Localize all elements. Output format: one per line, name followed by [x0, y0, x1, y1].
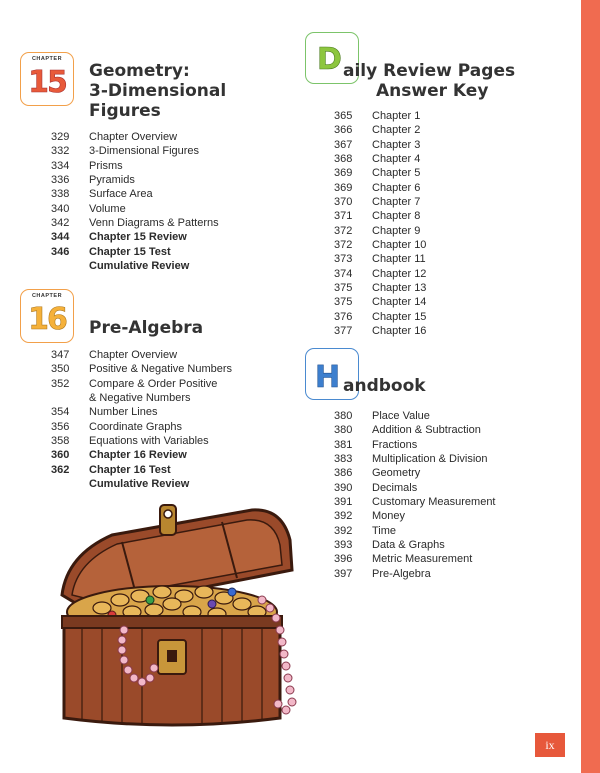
toc-entry — [334, 538, 496, 552]
chapter-16-title — [89, 318, 203, 338]
title-line: aily Review Pages — [343, 61, 516, 81]
toc-page-number: 371 — [334, 210, 353, 223]
toc-entry-title: Prisms — [89, 159, 123, 172]
title-line: Answer Key — [376, 81, 489, 101]
toc-entry — [51, 159, 219, 173]
toc-entry — [51, 173, 219, 187]
toc-entry — [334, 209, 426, 223]
toc-entry — [334, 166, 426, 180]
toc-entry-title: Chapter 16 — [372, 325, 427, 338]
toc-entry-title: Pyramids — [89, 174, 135, 187]
chapter-15-contents — [51, 130, 219, 273]
toc-entry-title: Pre-Algebra — [372, 567, 431, 580]
toc-page-number: 375 — [334, 296, 353, 309]
toc-entry-title: Equations with Variables — [89, 435, 209, 448]
toc-entry — [334, 181, 426, 195]
toc-entry — [51, 391, 232, 405]
chapter-number: 15 — [28, 65, 66, 100]
toc-page-number: 375 — [334, 282, 353, 295]
toc-page-number: 368 — [334, 153, 353, 166]
toc-entry-title: Surface Area — [89, 188, 153, 201]
toc-entry-title: Time — [372, 524, 397, 537]
toc-entry-title: Chapter 3 — [372, 138, 421, 151]
toc-entry-title: & Negative Numbers — [89, 392, 191, 405]
toc-entry-title: Geometry — [372, 467, 421, 480]
toc-entry — [334, 123, 426, 137]
title-line: 3-Dimensional — [89, 81, 227, 101]
toc-entry-title: Chapter 15 Test — [89, 245, 171, 258]
toc-entry — [51, 259, 219, 273]
daily-review-title — [343, 61, 533, 101]
toc-entry-title: Positive & Negative Numbers — [89, 363, 233, 376]
toc-page-number: 340 — [51, 202, 70, 215]
toc-entry-title: Customary Measurement — [372, 496, 496, 509]
toc-page-number: 344 — [51, 231, 70, 244]
toc-entry-title: Chapter Overview — [89, 131, 178, 143]
toc-entry-title: Chapter 4 — [372, 153, 421, 166]
toc-page-number: 377 — [334, 325, 353, 338]
toc-entry-title: Addition & Subtraction — [372, 424, 481, 437]
toc-entry-title: Chapter 16 Test — [89, 463, 171, 476]
toc-page-number: 354 — [51, 406, 70, 419]
toc-entry-title: Chapter 1 — [372, 110, 421, 122]
toc-page-number: 393 — [334, 539, 353, 552]
chapter-number: 16 — [28, 302, 66, 337]
toc-entry — [334, 310, 426, 324]
toc-page-number — [51, 477, 89, 491]
toc-entry — [334, 495, 496, 509]
toc-entry — [334, 109, 426, 123]
toc-page-number: 376 — [334, 310, 353, 323]
toc-page-number: 396 — [334, 553, 353, 566]
toc-entry — [51, 202, 219, 216]
toc-page-number: 350 — [51, 363, 70, 376]
toc-page-number: 372 — [334, 224, 353, 237]
toc-entry — [334, 423, 496, 437]
toc-page-number: 369 — [334, 167, 353, 180]
toc-page-number: 381 — [334, 438, 353, 451]
toc-entry-title: Chapter 12 — [372, 267, 427, 280]
toc-page-number: 391 — [334, 496, 353, 509]
toc-entry-title: Cumulative Review — [89, 260, 190, 273]
toc-entry — [334, 466, 496, 480]
toc-entry-title: Chapter 14 — [372, 296, 427, 309]
toc-entry — [334, 438, 496, 452]
toc-entry — [51, 448, 232, 462]
toc-page-number: 390 — [334, 481, 353, 494]
title-line: Geometry: — [89, 61, 190, 81]
toc-page-number: 342 — [51, 217, 70, 230]
toc-page-number: 392 — [334, 510, 353, 523]
toc-entry — [334, 281, 426, 295]
toc-entry — [51, 144, 219, 158]
toc-entry-title: Chapter 13 — [372, 282, 427, 295]
toc-entry — [51, 187, 219, 201]
toc-entry-title: Decimals — [372, 481, 418, 494]
toc-entry — [334, 567, 496, 581]
accent-band — [581, 0, 600, 773]
toc-entry-title: 3-Dimensional Figures — [89, 145, 200, 158]
chapter-15-badge — [20, 52, 74, 106]
toc-page-number: 336 — [51, 174, 70, 187]
toc-entry — [334, 552, 496, 566]
toc-entry — [334, 509, 496, 523]
chapter-16-contents — [51, 348, 232, 491]
handbook-title — [343, 376, 426, 396]
toc-entry — [51, 362, 232, 376]
toc-page-number: 332 — [51, 145, 70, 158]
toc-entry-title: Money — [372, 510, 406, 523]
toc-entry-title: Chapter 16 Review — [89, 449, 187, 462]
toc-page-number: 347 — [51, 349, 70, 361]
toc-entry-title: Volume — [89, 202, 126, 215]
toc-entry — [51, 130, 219, 144]
toc-entry — [334, 252, 426, 266]
chapter-label: CHAPTER — [31, 56, 63, 62]
toc-page-number — [51, 259, 89, 273]
handbook-letter: H — [315, 360, 341, 395]
toc-page-number: 372 — [334, 239, 353, 252]
title-line: Figures — [89, 101, 161, 121]
title-line: Pre-Algebra — [89, 318, 204, 338]
toc-entry — [51, 405, 232, 419]
toc-entry-title: Compare & Order Positive — [89, 377, 218, 390]
toc-page-number: 329 — [51, 131, 70, 143]
title-line: andbook — [343, 376, 426, 396]
daily-review-contents — [334, 109, 426, 339]
toc-page-number: 397 — [334, 567, 353, 580]
toc-entry-title: Chapter 2 — [372, 124, 421, 137]
toc-entry-title: Place Value — [372, 410, 430, 422]
toc-entry-title: Chapter 10 — [372, 239, 427, 252]
toc-page-number: 346 — [51, 245, 70, 258]
toc-page-number: 373 — [334, 253, 353, 266]
toc-entry-title: Chapter 9 — [372, 224, 421, 237]
toc-entry-title: Chapter 15 Review — [89, 231, 187, 244]
toc-entry — [334, 238, 426, 252]
toc-entry — [334, 195, 426, 209]
toc-entry — [51, 348, 232, 362]
handbook-contents — [334, 409, 496, 581]
toc-entry — [334, 267, 426, 281]
toc-page-number: 362 — [51, 463, 70, 476]
toc-entry — [334, 224, 426, 238]
toc-page-number: 356 — [51, 420, 70, 433]
toc-page-number: 360 — [51, 449, 70, 462]
toc-entry — [51, 216, 219, 230]
treasure-chest-illustration — [42, 500, 307, 738]
toc-entry — [334, 152, 426, 166]
toc-entry — [51, 245, 219, 259]
toc-entry-title: Chapter 6 — [372, 181, 421, 194]
toc-entry — [334, 481, 496, 495]
toc-page-number: 367 — [334, 138, 353, 151]
toc-page-number: 338 — [51, 188, 70, 201]
toc-entry — [334, 138, 426, 152]
toc-entry-title: Chapter 11 — [372, 253, 426, 266]
chapter-16-badge — [20, 289, 74, 343]
toc-entry — [334, 324, 426, 338]
toc-entry — [334, 524, 496, 538]
toc-page-number: 392 — [334, 524, 353, 537]
toc-entry-title: Multiplication & Division — [372, 453, 488, 466]
toc-entry — [51, 434, 232, 448]
toc-entry-title: Number Lines — [89, 406, 158, 419]
toc-entry-title: Data & Graphs — [372, 539, 445, 552]
toc-entry-title: Chapter 15 — [372, 310, 427, 323]
toc-page-number: 386 — [334, 467, 353, 480]
toc-entry — [51, 377, 232, 391]
toc-entry-title: Chapter Overview — [89, 349, 178, 361]
toc-page-number: 358 — [51, 435, 70, 448]
toc-page-number: 369 — [334, 181, 353, 194]
page-number: ix — [535, 733, 565, 757]
toc-entry-title: Chapter 8 — [372, 210, 421, 223]
toc-entry — [51, 420, 232, 434]
toc-entry-title: Fractions — [372, 438, 418, 451]
daily-review-letter: D — [317, 42, 342, 77]
toc-entry-title: Metric Measurement — [372, 553, 473, 566]
toc-page-number: 383 — [334, 453, 353, 466]
toc-entry — [334, 295, 426, 309]
toc-entry-title: Chapter 5 — [372, 167, 421, 180]
toc-entry-title: Venn Diagrams & Patterns — [89, 217, 219, 230]
toc-page-number: 370 — [334, 196, 353, 209]
toc-entry — [51, 230, 219, 244]
toc-entry-title: Coordinate Graphs — [89, 420, 182, 433]
toc-page-number: 365 — [334, 110, 353, 122]
toc-page-number: 334 — [51, 159, 70, 172]
toc-entry — [51, 463, 232, 477]
toc-entry — [51, 477, 232, 491]
toc-entry — [334, 409, 496, 423]
toc-page-number: 366 — [334, 124, 353, 137]
chapter-15-title — [89, 61, 226, 121]
toc-page-number: 380 — [334, 424, 353, 437]
toc-page-number: 352 — [51, 377, 70, 390]
toc-entry — [334, 452, 496, 466]
toc-page-number: 374 — [334, 267, 353, 280]
toc-page-number — [51, 391, 89, 405]
toc-entry-title: Cumulative Review — [89, 478, 190, 491]
chapter-label: CHAPTER — [31, 293, 63, 299]
toc-entry-title: Chapter 7 — [372, 196, 421, 209]
toc-page-number: 380 — [334, 410, 353, 422]
